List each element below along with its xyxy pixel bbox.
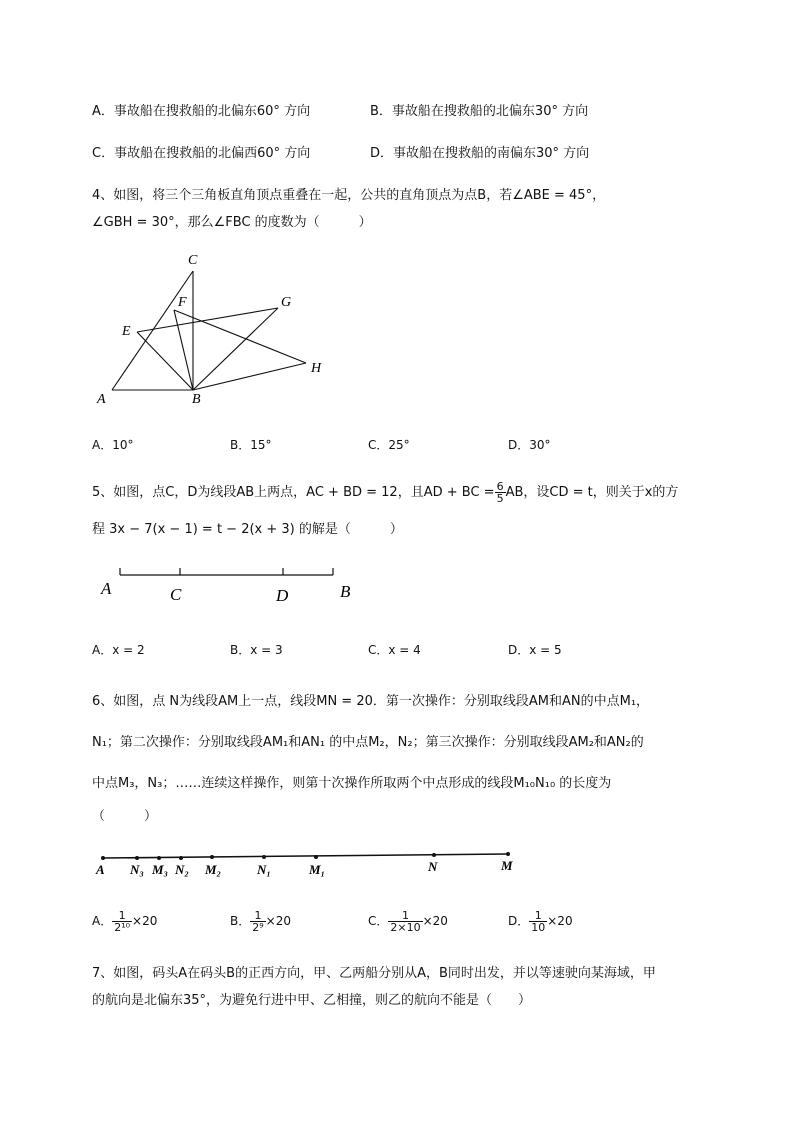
q6-label-m1: M₁ [309, 862, 326, 877]
q3-option-c: C．事故船在搜救船的北偏西60° 方向 [92, 146, 311, 161]
q5-option-c: C．x = 4 [368, 643, 421, 657]
q6-label-m3: M₃ [152, 862, 169, 877]
q6-stem-line1: 6、如图，点 N为线段AM上一点，线段MN = 20．第一次操作：分别取线段AM和AN的中点M₁， [92, 694, 650, 709]
q6-option-b-num: 1 [250, 910, 265, 922]
q6-option-a-suffix: ×20 [132, 914, 158, 928]
q6-stem-line4: （ ） [92, 809, 158, 824]
q6-point-m2 [210, 855, 214, 859]
q5-label-c: C [170, 585, 182, 604]
q5-label-a: A [101, 579, 112, 598]
q6-label-n: N [428, 859, 438, 874]
q6-point-m3 [157, 856, 161, 860]
q6-label-n2: N₂ [175, 862, 189, 877]
q4-triangle-figure [90, 248, 340, 410]
q6-option-d-suffix: ×20 [547, 914, 573, 928]
q6-point-m [506, 852, 510, 856]
q4-option-c: C．25° [368, 438, 410, 452]
q6-option-d-prefix: D． [508, 914, 530, 928]
q4-option-b: B．15° [230, 438, 272, 452]
q5-option-a: A．x = 2 [92, 643, 145, 657]
q7-stem-line2: 的航向是北偏东35°，为避免行进中甲、乙相撞，则乙的航向不能是（ ） [92, 993, 532, 1008]
q5-stem-text: 5、如图，点C，D为线段AB上两点，AC + BD = 12，且AD + BC = [92, 485, 495, 500]
q5-stem-line2: 程 3x − 7(x − 1) = t − 2(x + 3) 的解是（ ） [92, 522, 403, 537]
q6-option-a-num: 1 [112, 910, 132, 922]
q6-option-c [368, 904, 448, 938]
q4-label-h: H [311, 361, 322, 376]
q6-option-d-den: 10 [531, 921, 546, 934]
q6-option-d-num: 1 [529, 910, 547, 922]
q4-stem-line2: ∠GBH = 30°，那么∠FBC 的度数为（ ） [92, 215, 372, 230]
q4-label-c: C [188, 253, 198, 268]
q5-label-b: B [340, 582, 351, 601]
q4-label-b: B [192, 392, 201, 407]
q6-label-m: M [501, 858, 513, 873]
q3-option-b: B．事故船在搜救船的北偏东30° 方向 [370, 104, 589, 119]
q6-point-n2 [179, 856, 183, 860]
q4-label-f: F [178, 295, 187, 310]
q6-point-n1 [262, 855, 266, 859]
q6-option-a [92, 904, 157, 938]
q5-option-d: D．x = 5 [508, 643, 562, 657]
q6-label-n3: N₃ [130, 862, 144, 877]
q4-option-a: A．10° [92, 438, 134, 452]
q6-point-n3 [135, 856, 139, 860]
q4-label-g: G [281, 295, 292, 310]
q5-option-b: B．x = 3 [230, 643, 283, 657]
q6-option-b-den: 2⁹ [252, 921, 264, 934]
q3-option-d: D．事故船在搜救船的南偏东30° 方向 [370, 146, 590, 161]
q6-option-c-suffix: ×20 [422, 914, 448, 928]
q6-option-a-prefix: A． [92, 914, 113, 928]
q6-option-c-den: 2×10 [390, 921, 421, 934]
q5-stem-tail: AB，设CD = t，则关于x的方 [505, 485, 679, 500]
q6-option-a-den: 2¹⁰ [114, 921, 131, 934]
q6-point-a [101, 856, 105, 860]
q6-option-b-prefix: B． [230, 914, 251, 928]
q4-option-d: D．30° [508, 438, 551, 452]
q6-stem-line2: N₁；第二次操作：分别取线段AM₁和AN₁ 的中点M₂，N₂；第三次操作：分别取线段AM₂和AN₂的 [92, 735, 644, 750]
q6-stem-line3: 中点M₃，N₃；……连续这样操作，则第十次操作所取两个中点形成的线段M₁₀N₁₀ 的长度为 [92, 776, 612, 791]
q5-fraction [495, 481, 506, 504]
q4-label-a: A [97, 392, 106, 407]
q5-stem-line1 [92, 478, 678, 508]
q5-fraction-num: 6 [496, 480, 504, 493]
q3-option-a: A．事故船在搜救船的北偏东60° 方向 [92, 104, 311, 119]
q4-stem-line1: 4、如图，将三个三角板直角顶点重叠在一起，公共的直角顶点为点B，若∠ABE = 45°， [92, 188, 606, 203]
q6-option-b [230, 904, 291, 938]
q4-label-e: E [122, 324, 131, 339]
q6-option-c-num: 1 [388, 910, 422, 922]
q7-stem-line1: 7、如图，码头A在码头B的正西方向，甲、乙两船分别从A，B同时出发，并以等速驶向某海域，甲 [92, 966, 656, 981]
q5-segment-figure [96, 562, 366, 608]
q5-fraction-den: 5 [496, 492, 504, 505]
q6-label-m2: M₂ [205, 862, 222, 877]
q6-segment-figure [92, 846, 522, 882]
q6-point-m1 [314, 855, 318, 859]
q6-point-n [432, 853, 436, 857]
q6-option-d [508, 904, 573, 938]
q5-label-d: D [276, 586, 289, 605]
q6-label-a: A [96, 862, 105, 877]
q6-option-c-prefix: C． [368, 914, 389, 928]
q6-label-n1: N₁ [257, 862, 271, 877]
q6-option-b-suffix: ×20 [265, 914, 291, 928]
